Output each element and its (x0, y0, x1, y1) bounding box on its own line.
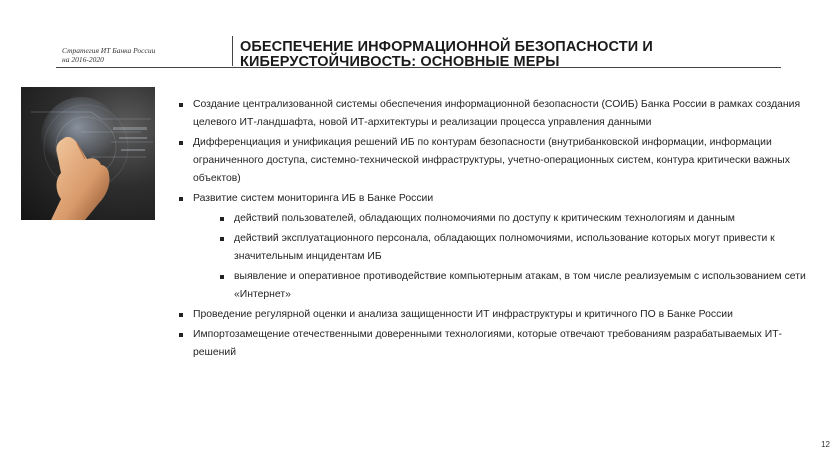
touchscreen-photo (21, 87, 155, 220)
sub-bullet-marker (220, 237, 224, 241)
strategy-line-2: на 2016-2020 (62, 55, 104, 64)
sub-bullet-item (178, 210, 810, 228)
bullet-marker (179, 197, 183, 201)
bullet-marker (179, 333, 183, 337)
bullet-marker (179, 141, 183, 145)
sub-bullet-item (178, 230, 810, 266)
sub-bullet-marker (220, 275, 224, 279)
bullet-item (178, 190, 810, 208)
sub-bullet-marker (220, 217, 224, 221)
title-line-1: ОБЕСПЕЧЕНИЕ ИНФОРМАЦИОННОЙ БЕЗОПАСНОСТИ И (240, 39, 653, 55)
strategy-caption (62, 46, 155, 64)
bullet-marker (179, 313, 183, 317)
bullet-marker (179, 103, 183, 107)
bullet-item (178, 96, 810, 132)
page-number: 12 (821, 440, 830, 449)
bullet-text: Импортозамещение отечественными доверенными технологиями, которые отвечают требованиям разрабатываемых ИТ-решений (193, 329, 783, 358)
bullet-item (178, 306, 810, 324)
sub-bullet-item (178, 268, 810, 304)
bullet-item (178, 326, 810, 362)
sub-bullet-text: действий пользователей, обладающих полномочиями по доступу к критическим технологиям и данным (234, 213, 735, 224)
hand-touch-illustration (21, 87, 155, 220)
slide-title (240, 40, 780, 70)
bullet-text: Развитие систем мониторинга ИБ в Банке России (193, 193, 434, 204)
sub-bullet-text: выявление и оперативное противодействие компьютерным атакам, в том числе реализуемым с использованием сети «Интернет» (234, 271, 806, 300)
bullet-list (178, 96, 810, 364)
strategy-line-1: Стратегия ИТ Банка России (62, 46, 156, 55)
bullet-text: Дифференциация и унификация решений ИБ по контурам безопасности (внутрибанковской информации, информации ограниченного доступа, системно-технической инфраструктуры, учетно-операционных систем, контура критически важных объектов) (193, 137, 790, 184)
bullet-text: Создание централизованной системы обеспечения информационной безопасности (СОИБ) Банка России в рамках создания целевого ИТ-ландшафта, новой ИТ-архитектуры и реализации процесса управления данными (193, 99, 801, 128)
title-line-2: КИБЕРУСТОЙЧИВОСТЬ: ОСНОВНЫЕ МЕРЫ (240, 54, 560, 70)
bullet-text: Проведение регулярной оценки и анализа защищенности ИТ инфраструктуры и критичного ПО в Банке России (193, 309, 733, 320)
sub-bullet-text: действий эксплуатационного персонала, обладающих полномочиями, использование которых могут привести к значительным инцидентам ИБ (234, 233, 775, 262)
bullet-item (178, 134, 810, 188)
